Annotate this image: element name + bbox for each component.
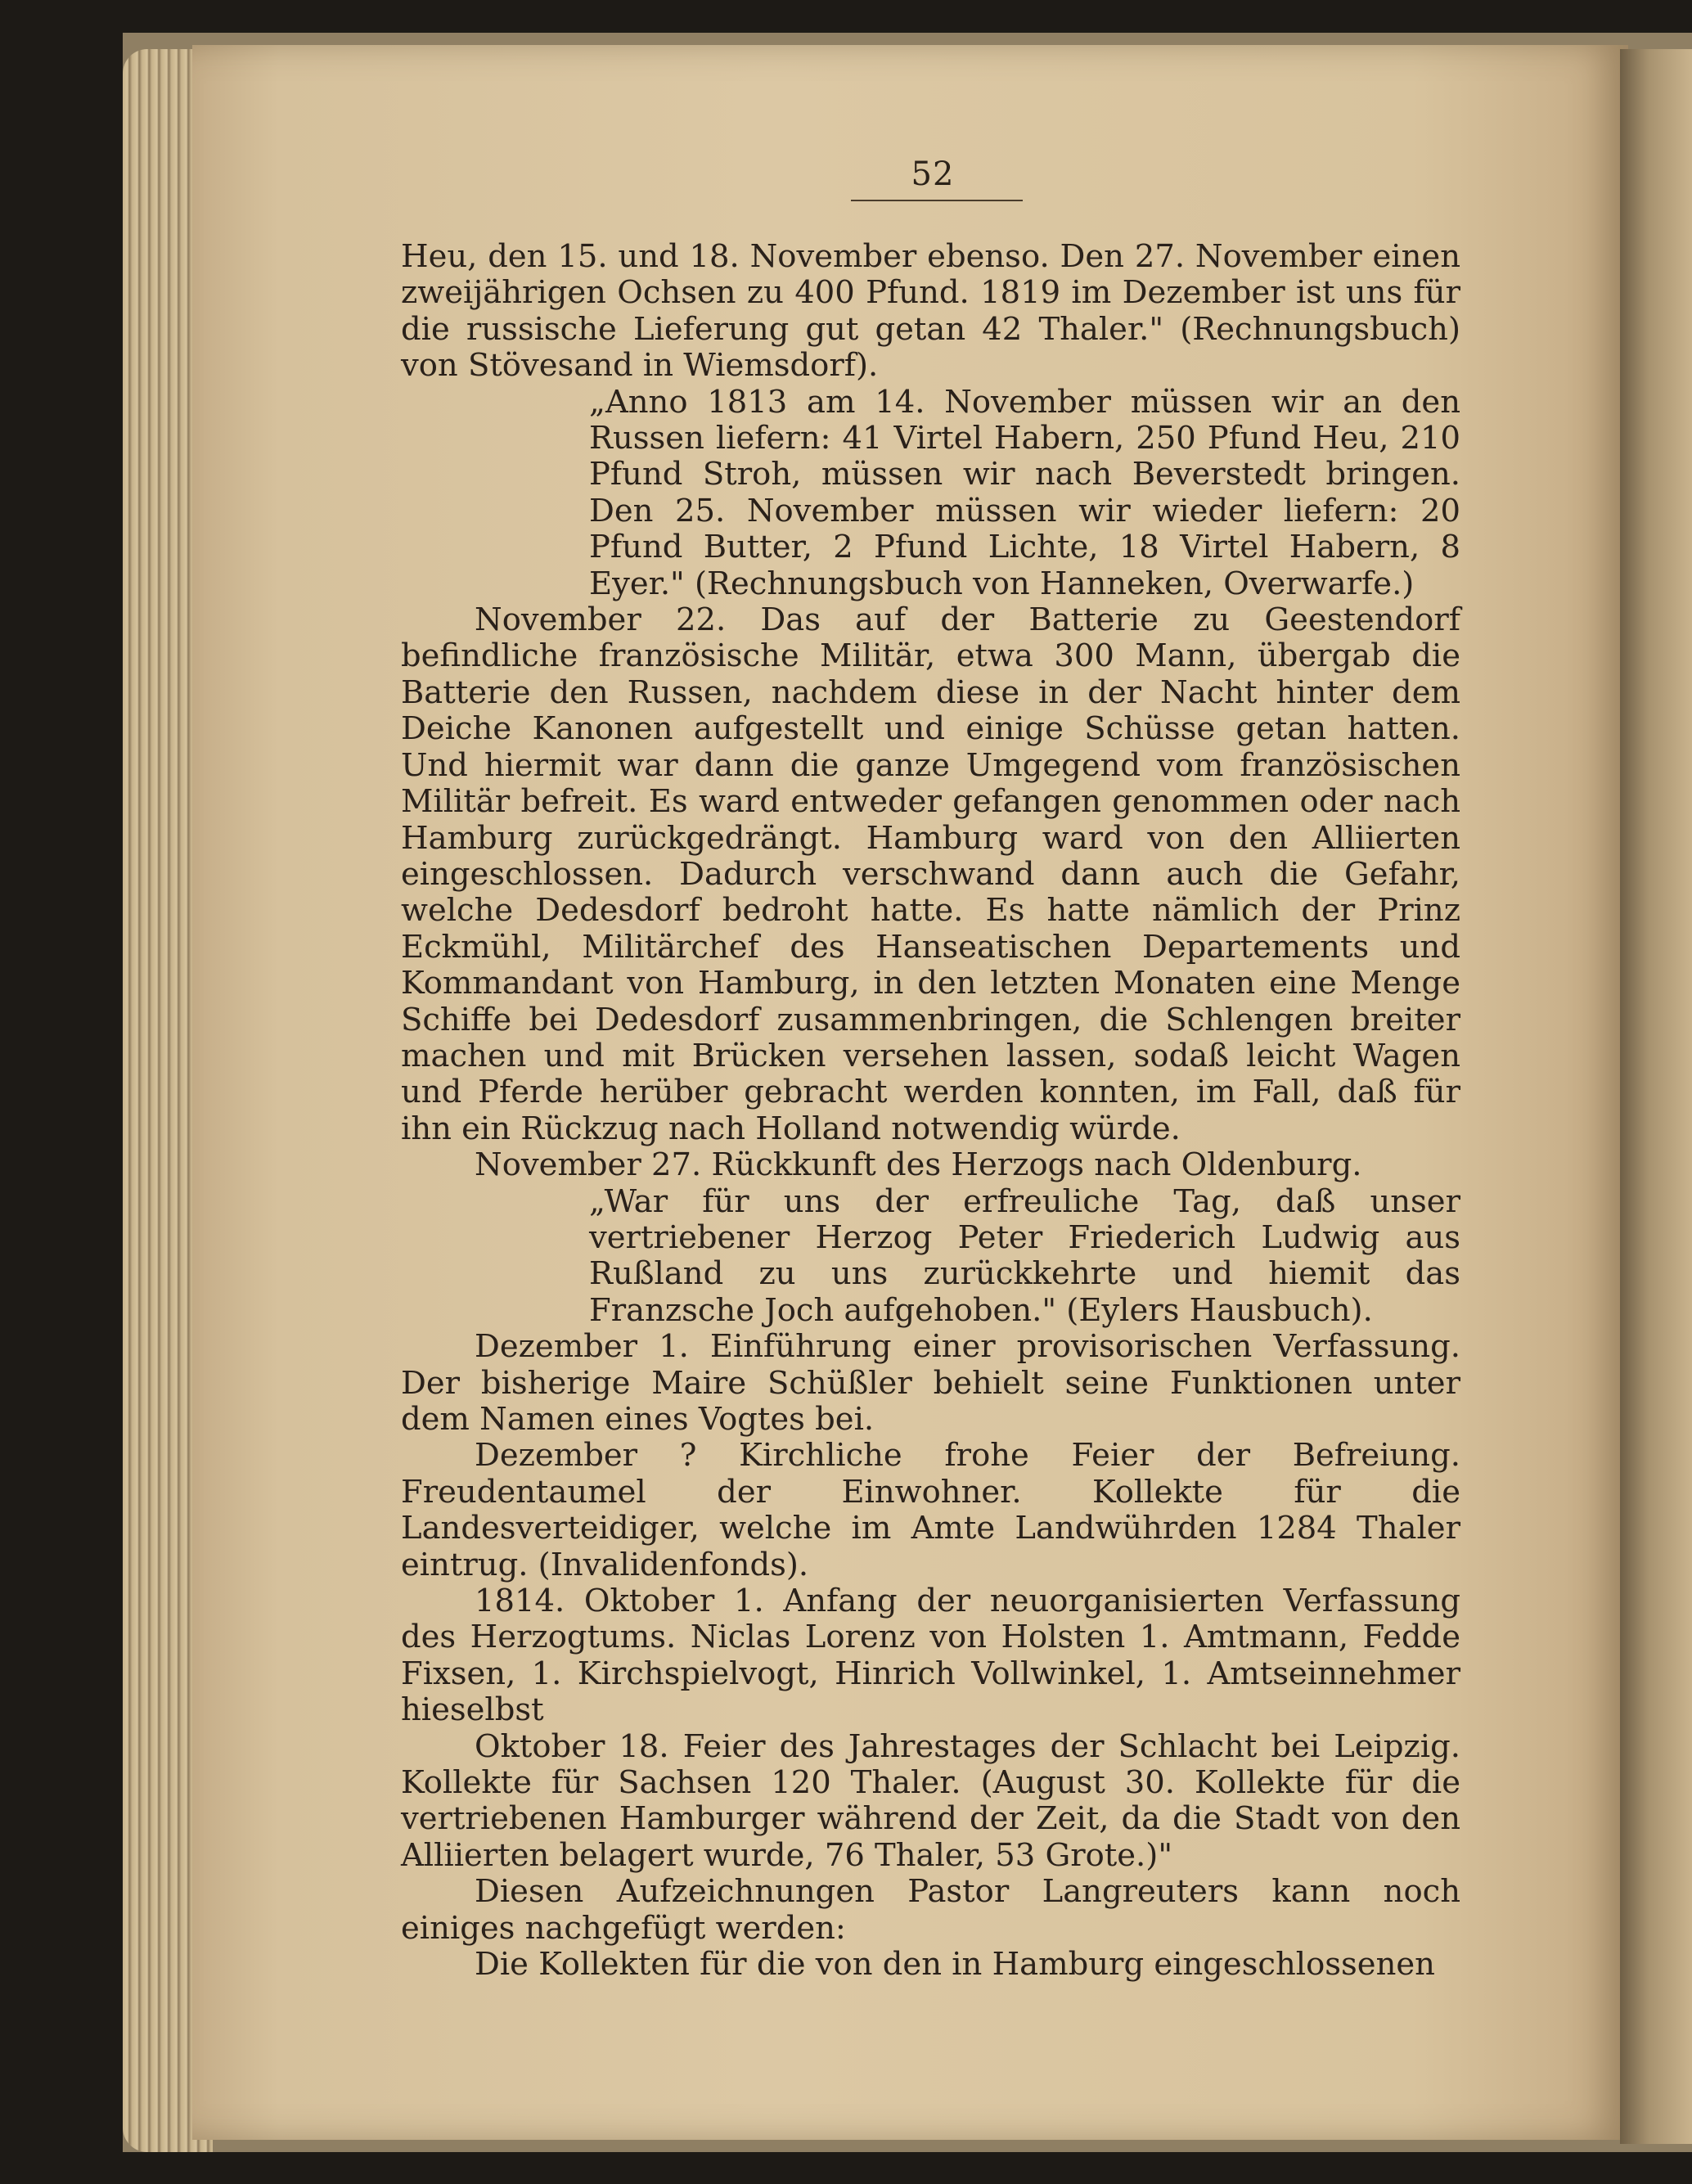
paragraph-4: November 27. Rückkunft des Herzogs nach Oldenburg.	[475, 1146, 1362, 1184]
paragraph-2-quote: „Anno 1813 am 14. November müssen wir an den Russen liefern: 41 Virtel Habern, 250 Pfund Heu, 210 Pfund Stroh, müssen wir nach Beverstedt bringen. Den 25. November müssen wir wieder liefern: 20 Pfund Butter, 2 Pfund Lichte, 18 Virtel Habern, 8 Eyer." (Rechnungsbuch von Hanneken, Overwarfe.)	[589, 383, 1460, 602]
page-number-rule	[851, 200, 1023, 201]
paragraph-6: Dezember 1. Einführung einer provisorischen Verfassung. Der bisherige Maire Schüßler behielt seine Funktionen unter dem Namen eines Vogtes bei.	[401, 1328, 1460, 1438]
paragraph-10: Diesen Aufzeichnungen Pastor Langreuters kann noch einiges nachgefügt werden:	[401, 1873, 1460, 1947]
body-text	[401, 239, 1460, 1984]
paragraph-8: 1814. Oktober 1. Anfang der neuorganisierten Verfassung des Herzogtums. Niclas Lorenz von Holsten 1. Amtmann, Fedde Fixsen, 1. Kirchspielvogt, Hinrich Vollwinkel, 1. Amtseinnehmer hieselbst	[401, 1583, 1460, 1729]
paragraph-1: Heu, den 15. und 18. November ebenso. Den 27. November einen zweijährigen Ochsen zu 400 Pfund. 1819 im Dezember ist uns für die russische Lieferung gut getan 42 Thaler." (Rechnungsbuch) von Stövesand in Wiemsdorf).	[401, 238, 1460, 385]
book-gutter	[1620, 49, 1692, 2144]
paragraph-5-quote: „War für uns der erfreuliche Tag, daß unser vertriebener Herzog Peter Friederich Ludwig aus Rußland zu uns zurückkehrte und hiemit das Franzsche Joch aufgehoben." (Eylers Hausbuch).	[589, 1182, 1460, 1329]
page-number: 52	[911, 155, 955, 193]
paragraph-9: Oktober 18. Feier des Jahrestages der Schlacht bei Leipzig. Kollekte für Sachsen 120 Thaler. (August 30. Kollekte für die vertriebenen Hamburger während der Zeit, da die Stadt von den Alliierten belagert wurde, 76 Thaler, 53 Grote.)"	[401, 1727, 1460, 1874]
paragraph-11: Die Kollekten für die von den in Hamburg eingeschlossenen	[475, 1946, 1435, 1984]
paragraph-3: November 22. Das auf der Batterie zu Geestendorf befindliche französische Militär, etwa 300 Mann, übergab die Batterie den Russen, nachdem diese in der Nacht hinter dem Deiche Kanonen aufgestellt und einige Schüsse getan hatten. Und hiermit war dann die ganze Umgegend vom französischen Militär befreit. Es ward entweder gefangen genommen oder nach Hamburg zurückgedrängt. Hamburg ward von den Alliierten eingeschlossen. Dadurch verschwand dann auch die Gefahr, welche Dedesdorf bedroht hatte. Es hatte nämlich der Prinz Eckmühl, Militärchef des Hanseatischen Departements und Kommandant von Hamburg, in den letzten Monaten eine Menge Schiffe bei Dedesdorf zusammenbringen, die Schlengen breiter machen und mit Brücken versehen lassen, sodaß leicht Wagen und Pferde herüber gebracht werden konnten, im Fall, daß für ihn ein Rückzug nach Holland notwendig würde.	[401, 601, 1460, 1147]
paragraph-7: Dezember ? Kirchliche frohe Feier der Befreiung. Freudentaumel der Einwohner. Kollekte für die Landesverteidiger, welche im Amte Landwührden 1284 Thaler eintrug. (Invalidenfonds).	[401, 1437, 1460, 1583]
